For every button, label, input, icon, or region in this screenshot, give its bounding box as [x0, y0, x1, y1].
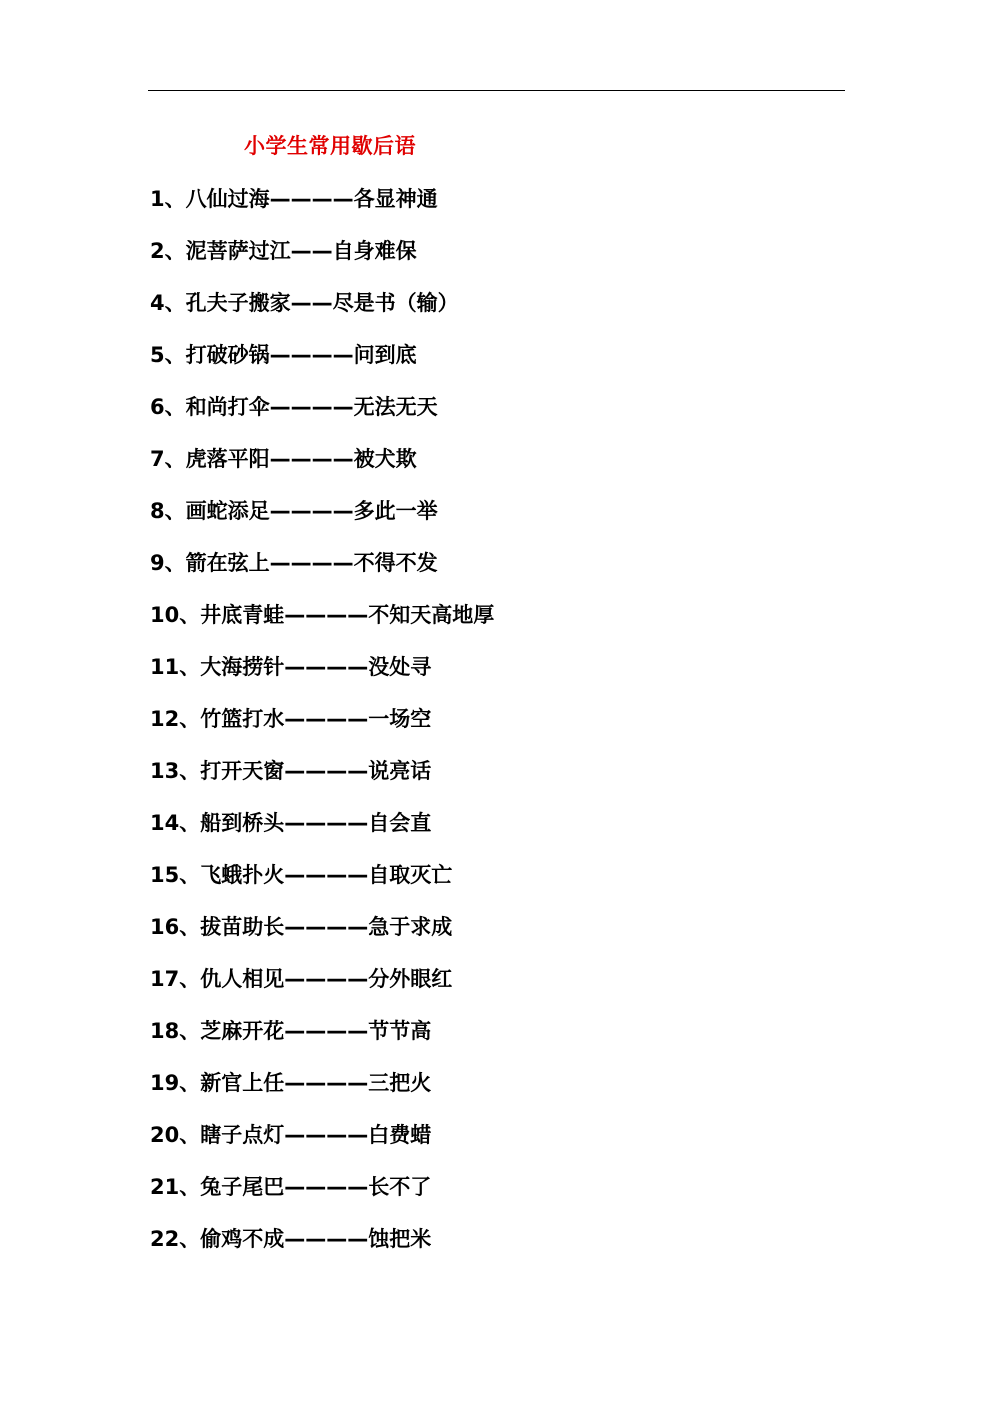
proverb-item: 17、仇人相见————分外眼红 — [150, 967, 453, 991]
proverb-item: 10、井底青蛙————不知天高地厚 — [150, 603, 495, 627]
proverb-item: 1、八仙过海————各显神通 — [150, 187, 438, 211]
proverb-item: 9、箭在弦上————不得不发 — [150, 551, 438, 575]
proverb-item: 18、芝麻开花————节节高 — [150, 1019, 432, 1043]
proverb-item: 15、飞蛾扑火————自取灭亡 — [150, 863, 453, 887]
proverb-item: 16、拔苗助长————急于求成 — [150, 915, 453, 939]
proverb-item: 2、泥菩萨过江——自身难保 — [150, 239, 417, 263]
proverb-item: 8、画蛇添足————多此一举 — [150, 499, 438, 523]
header-rule — [148, 90, 845, 91]
proverb-item: 5、打破砂锅————问到底 — [150, 343, 417, 367]
proverb-item: 21、兔子尾巴————长不了 — [150, 1175, 432, 1199]
proverb-item: 12、竹篮打水————一场空 — [150, 707, 432, 731]
proverb-item: 13、打开天窗————说亮话 — [150, 759, 432, 783]
proverb-item: 4、孔夫子搬家——尽是书（输） — [150, 291, 459, 315]
document-title: 小学生常用歇后语 — [244, 134, 416, 158]
proverb-item: 6、和尚打伞————无法无天 — [150, 395, 438, 419]
proverb-item: 7、虎落平阳————被犬欺 — [150, 447, 417, 471]
proverb-item: 22、偷鸡不成————蚀把米 — [150, 1227, 432, 1251]
proverb-item: 14、船到桥头————自会直 — [150, 811, 432, 835]
proverb-item: 19、新官上任————三把火 — [150, 1071, 432, 1095]
proverb-item: 11、大海捞针————没处寻 — [150, 655, 432, 679]
proverb-item: 20、瞎子点灯————白费蜡 — [150, 1123, 432, 1147]
proverb-list — [150, 183, 850, 1275]
